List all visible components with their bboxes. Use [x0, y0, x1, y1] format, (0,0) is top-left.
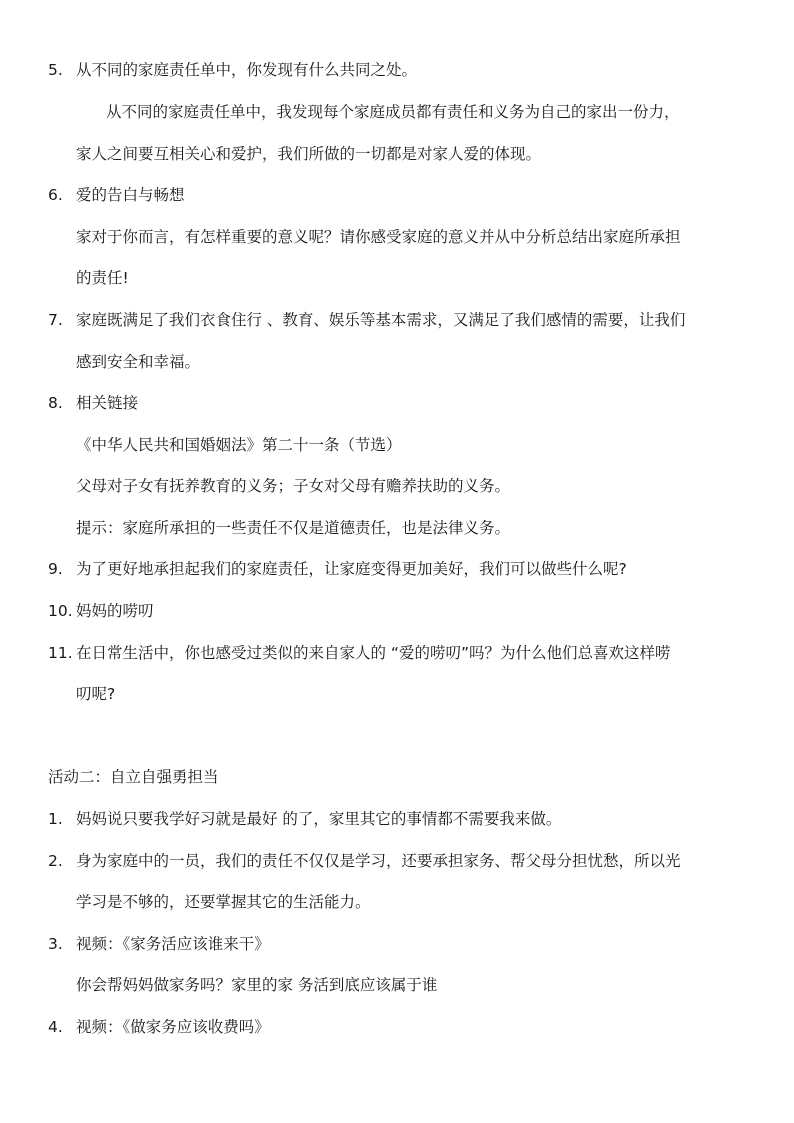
- item-text: 提示：家庭所承担的一些责任不仅是道德责任，也是法律义务。: [76, 519, 511, 537]
- item-number: 8.: [48, 394, 63, 412]
- item-text: 感到安全和幸福。: [76, 353, 201, 371]
- item-number: 3.: [48, 935, 63, 953]
- item-text: 在日常生活中，你也感受过类似的来自家人的 “爱的唠叨”吗？为什么他们总喜欢这样唠: [76, 644, 671, 662]
- item-number: 6.: [48, 186, 63, 204]
- item-text: 身为家庭中的一员，我们的责任不仅仅是学习，还要承担家务、帮父母分担忧愁，所以光: [76, 852, 681, 870]
- item-text: 父母对子女有抚养教育的义务；子女对父母有赡养扶助的义务。: [76, 477, 511, 495]
- item-number: 11.: [48, 644, 73, 662]
- item-text: 妈妈说只要我学好习就是最好 的了，家里其它的事情都不需要我来做。: [76, 810, 562, 828]
- item-text: 的责任!: [76, 269, 129, 287]
- item-text: 家人之间要互相关心和爱护，我们所做的一切都是对家人爱的体现。: [76, 145, 542, 163]
- item-text: 你会帮妈妈做家务吗？家里的家 务活到底应该属于谁: [76, 976, 438, 994]
- item-text: 《中华人民共和国婚姻法》第二十一条（节选）: [76, 436, 402, 454]
- item-text: 家对于你而言，有怎样重要的意义呢？请你感受家庭的意义并从中分析总结出家庭所承担: [76, 228, 681, 246]
- item-number: 2.: [48, 852, 63, 870]
- item-number: 7.: [48, 311, 63, 329]
- item-text: 从不同的家庭责任单中，你发现有什么共同之处。: [76, 61, 418, 79]
- item-text: 相关链接: [76, 394, 139, 412]
- item-number: 4.: [48, 1018, 63, 1036]
- item-text: 从不同的家庭责任单中，我发现每个家庭成员都有责任和义务为自己的家出一份力，: [106, 103, 680, 121]
- item-text: 学习是不够的，还要掌握其它的生活能力。: [76, 893, 371, 911]
- item-number: 5.: [48, 61, 63, 79]
- item-text: 妈妈的唠叨: [76, 602, 154, 620]
- item-text: 视频：《家务活应该谁来干》: [76, 935, 270, 953]
- item-text: 为了更好地承担起我们的家庭责任，让家庭变得更加美好，我们可以做些什么呢?: [76, 560, 627, 578]
- item-text: 视频：《做家务应该收费吗》: [76, 1018, 270, 1036]
- item-number: 10.: [48, 602, 73, 620]
- item-number: 9.: [48, 560, 63, 578]
- section-heading: 活动二：自立自强勇担当: [48, 768, 219, 786]
- item-number: 1.: [48, 810, 63, 828]
- item-text: 爱的告白与畅想: [76, 186, 185, 204]
- item-text: 叨呢?: [76, 685, 116, 703]
- item-text: 家庭既满足了我们衣食住行 、教育、娱乐等基本需求，又满足了我们感情的需要，让我们: [76, 311, 686, 329]
